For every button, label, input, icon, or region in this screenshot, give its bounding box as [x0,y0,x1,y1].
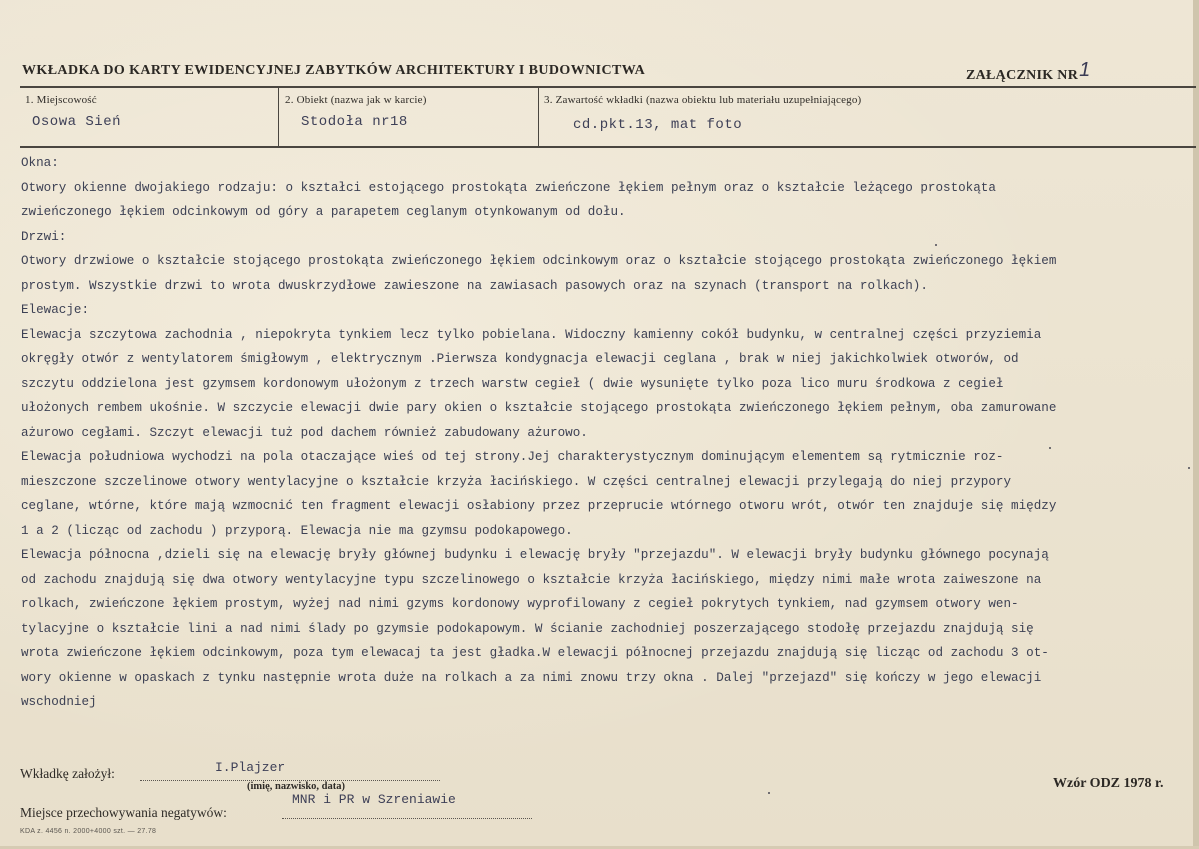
typed-description [21,151,1197,715]
text-line: ułożonych rembem ukośnie. W szczycie elewacji dwie pary okien o kształcie stojącego prostokąta zwieńczonego łękiem pełnym, oba zamurowane [21,401,1057,415]
field-label-object: 2. Obiekt (nazwa jak w karcie) [285,94,427,106]
negatives-value: MNR i PR w Szreniawie [292,792,456,807]
field-value-locality: Osowa Sień [32,114,122,130]
attachment-number [966,59,1091,85]
text-line: od zachodu znajdują się dwa otwory wentylacyjne typu szczelinowego o kształcie krzyża łacińskiego, między nimi małe wrota zaiweszone na [21,572,1042,587]
form-template-note: Wzór ODZ 1978 r. [1053,776,1164,791]
text-line: ażurowo cegłami. Szczyt elewacji tuż pod dachem również zabudowany ażurowo. [21,425,588,440]
paper-speck [1188,467,1190,469]
text-line: wrota zwieńczone łękiem odcinkowym, poza tym elewacaj ta jest gładka.W elewacji północnej przejazdu znajdują się licząc od zachodu 3 ot- [21,646,1049,660]
text-line: okręgły otwór z wentylatorem śmigłowym , elektrycznym .Pierwsza kondygnacja elewacji ceglana , brak w niej jakichkolwiek otworów, od [21,352,1019,366]
paper-speck [768,792,770,794]
text-line: wory okienne w opaskach z tynku następnie wrota duże na rolkach a za nimi znowu trzy okna . Dalej "przejazd" się kończy w jego elewacji [21,670,1042,685]
text-line: Elewacje: [21,303,90,317]
text-line: Elewacja południowa wychodzi na pola otaczające wieś od tej strony.Jej charakterystycznym dominującym elementem są rytmicznie roz- [21,450,1004,464]
field-value-object: Stodoła nr18 [301,114,408,130]
text-line: rolkach, zwieńczone łękiem prostym, wyżej nad nimi gzyms kordonowy wyprofilowany z cegieł pokrytych tynkiem, nad gzymsem otwory wen- [21,597,1019,611]
text-line: Otwory drzwiowe o kształcie stojącego prostokąta zwieńczonego łękiem odcinkowym oraz o kształcie stojącego prostokąta zwieńczonego łękiem [21,254,1057,268]
text-line: ceglane, wtórne, które mają wzmocnić ten fragment elewacji osłabiony przez przeprucie wtórnego otworu wrót, otwór ten znajduje się między [21,499,1057,513]
field-divider-1 [278,88,279,146]
author-label: Wkładkę założył: [20,766,115,781]
paper-speck [1049,447,1051,449]
text-line: szczytu oddzielona jest gzymsem kordonowym ułożonym z trzech warstw cegieł ( dwie wysunięte tylko poza lico muru środkowa z cegieł [21,376,1004,391]
text-line: Drzwi: [21,229,67,244]
form-title: WKŁADKA DO KARTY EWIDENCYJNEJ ZABYTKÓW ARCHITEKTURY I BUDOWNICTWA [22,63,646,78]
field-divider-2 [538,88,539,146]
field-value-contents: cd.pkt.13, mat foto [573,117,743,133]
header-bottom-rule [20,146,1196,148]
attachment-label: ZAŁĄCZNIK NR [966,68,1079,83]
text-line: Otwory okienne dwojakiego rodzaju: o kształci estojącego prostokąta zwieńczone łękiem pełnym oraz o kształcie leżącego prostokąta [21,180,996,195]
attachment-number-value: 1 [1079,59,1091,81]
author-value: I.Plajzer [215,760,286,775]
paper-speck [935,244,937,246]
header-top-rule [20,86,1196,88]
field-label-contents: 3. Zawartość wkładki (nazwa obiektu lub materiału uzupełniającego) [544,94,862,106]
text-line: 1 a 2 (licząc od zachodu ) przyporą. Elewacja nie ma gzymsu podokapowego. [21,523,573,538]
field-label-locality: 1. Miejscowość [25,94,97,106]
text-line: mieszczone szczelinowe otwory wentylacyjne o kształcie krzyża łacińskiego. W części centralnej elewacji przylegają do niej przypory [21,474,1012,489]
text-line: wschodniej [21,695,97,709]
printer-imprint: KDA z. 4456 n. 2000+4000 szt. — 27.78 [20,828,157,835]
text-line: Elewacja szczytowa zachodnia , niepokryta tynkiem lecz tylko pobielana. Widoczny kamienny cokół budynku, w centralnej części przyziemia [21,327,1042,342]
text-line: zwieńczonego łękiem odcinkowym od góry a parapetem ceglanym otynkowanym od dołu. [21,205,626,219]
negatives-dotted-line [282,818,532,819]
text-line: Okna: [21,156,59,170]
text-line: tylacyjne o kształcie lini a nad nimi ślady po gzymsie podokapowym. W ścianie zachodniej poszerzającego stodołę przejazdu znajdują się [21,621,1034,636]
text-line: Elewacja północna ,dzieli się na elewację bryły głównej budynku i elewację bryły "przejazdu". W elewacji bryły budynku głównego pocynają [21,548,1049,562]
text-line: prostym. Wszystkie drzwi to wrota dwuskrzydłowe zawieszone na zawiasach pasowych oraz na szynach (transport na rolkach). [21,278,928,293]
author-note: (imię, nazwisko, data) [247,781,345,792]
negatives-label: Miejsce przechowywania negatywów: [20,805,227,820]
